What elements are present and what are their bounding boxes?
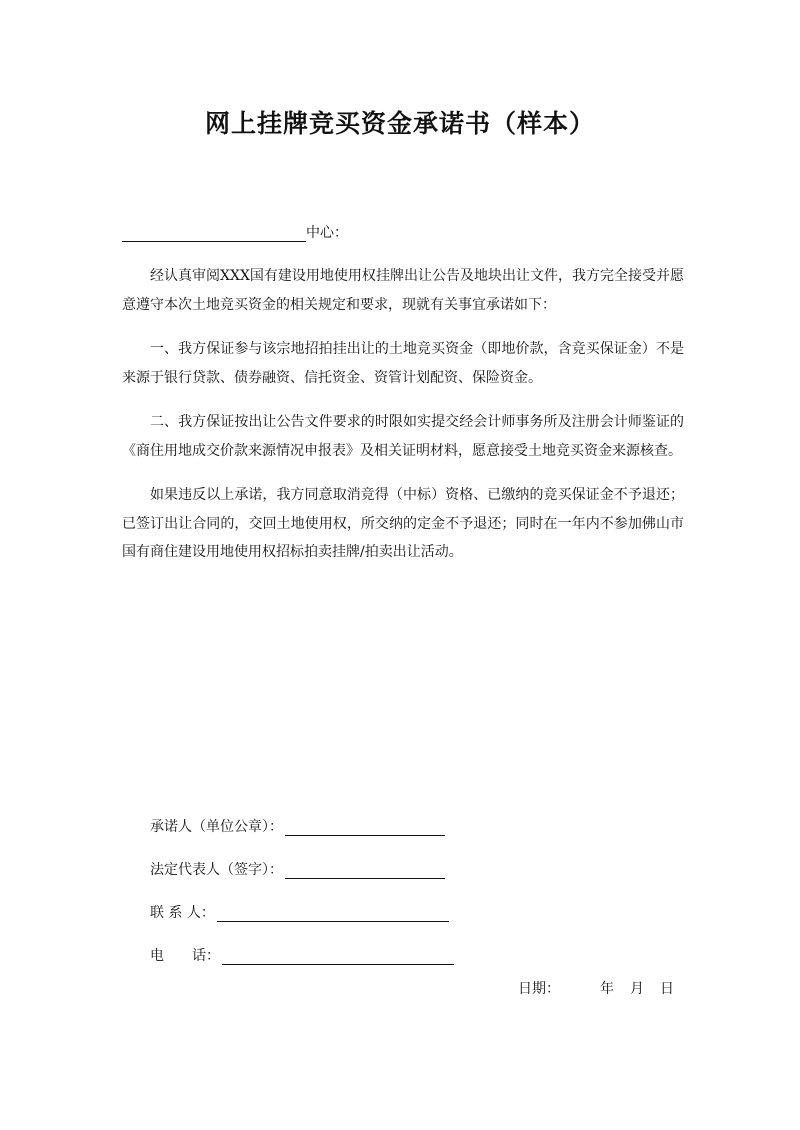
contact-label: 联 系 人： [150, 905, 215, 921]
phone-row [150, 937, 454, 965]
legal-rep-row [150, 851, 454, 879]
paragraph-promise-2: 二、我方保证按出让公告文件要求的时限如实提交经会计师事务所及注册会计师鉴证的《商住用地成交价款来源情况申报表》及相关证明材料，愿意接受土地竞买资金来源核查。 [122, 414, 684, 459]
paragraph-penalty: 如果违反以上承诺，我方同意取消竞得（中标）资格、已缴纳的竞买保证金不予退还；已签订出让合同的，交回土地使用权，所交纳的定金不予退还；同时在一年内不参加佛山市国有商住建设用地使用权招标拍卖挂牌/拍卖出让活动。 [122, 487, 684, 560]
addressee-suffix: 中心： [306, 225, 348, 241]
signature-block [150, 808, 454, 980]
legal-rep-label: 法定代表人（签字）： [150, 862, 283, 878]
promisor-row [150, 808, 454, 836]
paragraph-promise-1: 一、我方保证参与该宗地招拍挂出让的土地竞买资金（即地价款，含竞买保证金）不是来源于银行贷款、债券融资、信托资金、资管计划配资、保险资金。 [122, 341, 684, 386]
paragraph-intro: 经认真审阅XXX国有建设用地使用权挂牌出让公告及地块出让文件，我方完全接受并愿意遵守本次土地竞买资金的相关规定和要求，现就有关事宜承诺如下： [122, 268, 684, 313]
date-day: 日 [660, 981, 674, 997]
addressee-blank [122, 225, 306, 242]
document-title: 网上挂牌竞买资金承诺书（样本） [204, 109, 595, 138]
phone-blank [222, 948, 454, 965]
date-label: 日期： [518, 981, 560, 997]
promisor-blank [285, 819, 445, 836]
promisor-label: 承诺人（单位公章）： [150, 819, 283, 835]
legal-rep-blank [285, 862, 445, 879]
date-line [518, 978, 674, 998]
phone-label: 电 话： [150, 948, 220, 964]
date-year: 年 [600, 981, 614, 997]
document-body [122, 262, 684, 583]
date-month: 月 [630, 981, 644, 997]
contact-blank [217, 905, 449, 922]
addressee-line [122, 222, 348, 242]
contact-row [150, 894, 454, 922]
